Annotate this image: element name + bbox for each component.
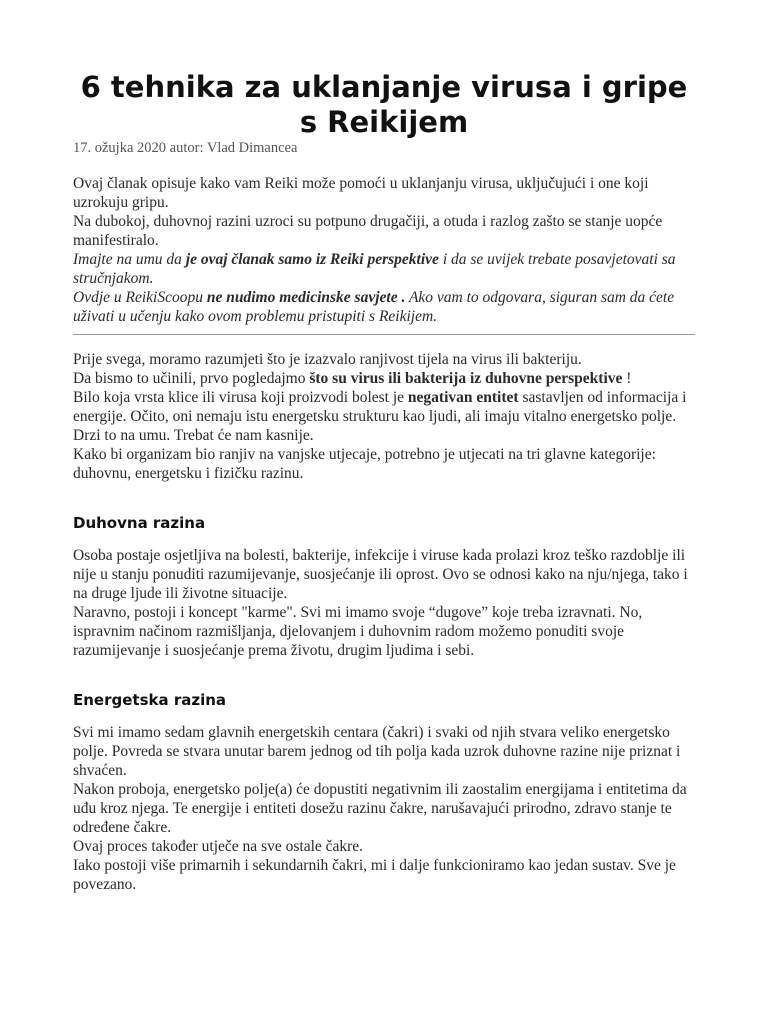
body-paragraph-3 xyxy=(73,388,695,426)
heading-energetic-level: Energetska razina xyxy=(73,691,227,709)
body-3-text-a: Bilo koja vrsta klice ili virusa koji proizvodi bolest je xyxy=(73,389,408,406)
body-2-text-c: ! xyxy=(622,370,632,387)
spiritual-paragraph-2: Naravno, postoji i koncept "karme". Svi mi imamo svoje “dugove” koje treba izravnati. No, ispravnim načinom razmišljanja, djelovanjem i duhovnim radom možemo ponuditi svoje razumijevanje i suosjećanje prema životu, drugim ljudima i sebi. xyxy=(73,604,643,659)
intro-paragraph-2: Na dubokoj, duhovnoj razini uzroci su potpuno drugačiji, a otuda i razlog zašto se stanje uopće manifestiralo. xyxy=(73,213,663,249)
body-paragraph-4: Drzi to na umu. Trebat će nam kasnije. xyxy=(73,427,314,444)
body-3-text-bold: negativan entitet xyxy=(407,389,519,406)
intro-4-text-bold: ne nudimo medicinske savjete . xyxy=(206,289,406,306)
energetic-paragraph-4: Iako postoji više primarnih i sekundarnih čakri, mi i dalje funkcioniramo kao jedan sustav. Sve je povezano. xyxy=(73,857,676,893)
body-paragraph-2 xyxy=(73,369,695,388)
body-paragraph-1: Prije svega, moramo razumjeti što je izazvalo ranjivost tijela na virus ili bakteriju. xyxy=(73,351,582,368)
heading-spiritual-level: Duhovna razina xyxy=(73,514,206,532)
intro-3-text-a: Imajte na umu da xyxy=(73,251,186,268)
intro-3-text-c: i da se uvijek trebate posavjetovati sa stručnjakom. xyxy=(73,251,676,287)
intro-paragraph-4 xyxy=(73,288,695,326)
body-2-text-a: Da bismo to učinili, prvo pogledajmo xyxy=(73,370,310,387)
intro-4-text-a: Ovdje u ReikiScoopu xyxy=(73,289,207,306)
body-paragraph-5: Kako bi organizam bio ranjiv na vanjske utjecaje, potrebno je utjecati na tri glavne kategorije: duhovnu, energetsku i fizičku razinu. xyxy=(73,446,656,482)
spiritual-paragraph-1: Osoba postaje osjetljiva na bolesti, bakterije, infekcije i viruse kada prolazi kroz teško razdoblje ili nije u stanju ponuditi razumijevanje, suosjećanje ili oprost. Ovo se odnosi kako na nju/njega, tako i na druge ljude ili životne situacije. xyxy=(73,547,688,602)
energetic-paragraph-3: Ovaj proces također utječe na sve ostale čakre. xyxy=(73,838,364,855)
article-meta: 17. ožujka 2020 autor: Vlad Dimancea xyxy=(73,140,298,156)
intro-3-text-bold: je ovaj članak samo iz Reiki perspektive xyxy=(185,251,439,268)
intro-paragraph-1: Ovaj članak opisuje kako vam Reiki može pomoći u uklanjanju virusa, uključujući i one koji uzrokuju gripu. xyxy=(73,175,649,211)
intro-paragraph-3 xyxy=(73,250,695,288)
article-title: 6 tehnika za uklanjanje virusa i gripe s Reikijem xyxy=(80,70,688,139)
energetic-paragraph-1: Svi mi imamo sedam glavnih energetskih centara (čakri) i svaki od njih stvara veliko energetsko polje. Povreda se stvara unutar barem jednog od tih polja kada uzrok duhovne razine nije priznat i shvaćen. xyxy=(73,724,681,779)
article xyxy=(73,70,695,894)
intro-4-text-c: Ako vam to odgovara, siguran sam da ćete uživati u učenju kako ovom problemu pristupiti s Reikijem. xyxy=(73,289,675,325)
body-2-text-bold: što su virus ili bakterija iz duhovne perspektive xyxy=(309,370,623,387)
body-3-text-c: sastavljen od informacija i energije. Očito, oni nemaju istu energetsku strukturu kao ljudi, ali imaju vitalno energetsko polje. xyxy=(73,389,687,425)
energetic-paragraph-2: Nakon proboja, energetsko polje(a) će dopustiti negativnim ili zaostalim energijama i entitetima da uđu kroz njega. Te energije i entiteti dosežu razinu čakre, narušavajući prirodno, zdravo stanje te određene čakre. xyxy=(73,781,687,836)
